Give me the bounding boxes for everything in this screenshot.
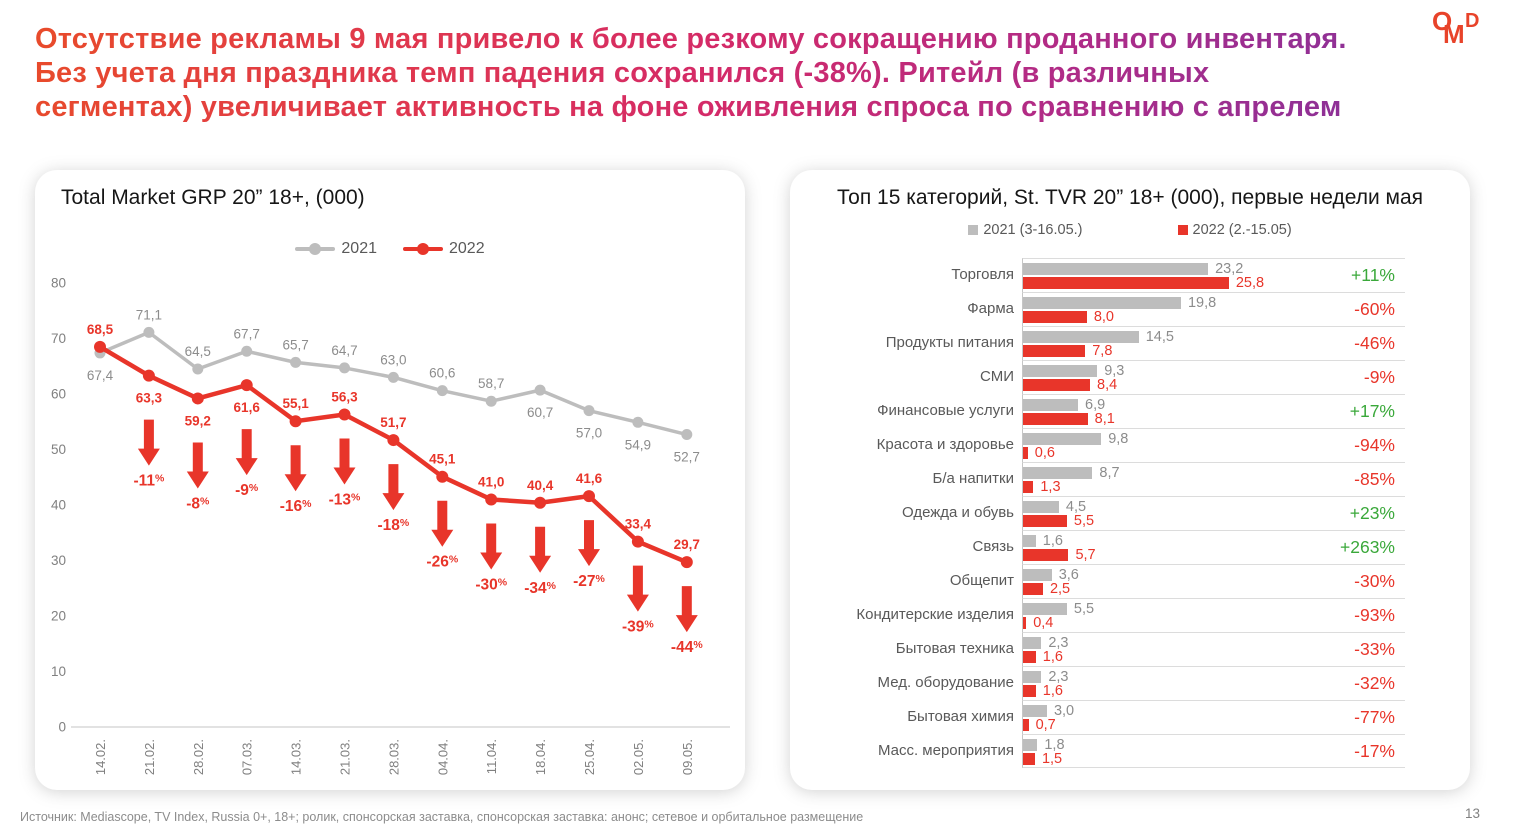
down-arrow-icon — [529, 527, 551, 573]
data-point — [290, 357, 301, 368]
y-tick-label: 70 — [50, 331, 66, 346]
data-label: 60,7 — [526, 405, 554, 421]
data-label: 63,0 — [380, 352, 407, 368]
bar-value-2021: 14,5 — [1145, 329, 1174, 345]
category-row — [790, 496, 1405, 530]
y-tick-label: 40 — [50, 497, 66, 513]
bar-value-2022: 1,6 — [1042, 649, 1063, 665]
down-arrow-icon — [480, 523, 502, 569]
bar-value-2021: 5,5 — [1073, 601, 1095, 617]
data-label: 63,3 — [135, 390, 163, 406]
data-label: 33,4 — [624, 516, 652, 532]
pct-change-label: -11% — [133, 472, 165, 490]
data-point — [192, 392, 204, 404]
category-row — [790, 564, 1405, 598]
down-arrow-icon — [187, 442, 209, 488]
line-chart-plot — [35, 265, 745, 790]
bar-2022 — [1023, 753, 1035, 765]
change-label: -60% — [1354, 299, 1395, 319]
bar-value-2021: 2,3 — [1048, 669, 1069, 685]
data-point — [436, 471, 448, 483]
change-label: -46% — [1354, 333, 1395, 353]
data-label: 29,7 — [673, 537, 700, 553]
bar-value-2021: 4,5 — [1065, 499, 1087, 515]
pct-change-label: -26% — [426, 553, 459, 571]
slide-title-line-3: сегментах) увеличивает активность на фоне оживления спроса по сравнению с апрелем — [35, 91, 1342, 123]
bar-value-2021: 6,9 — [1085, 397, 1106, 413]
data-label: 56,3 — [331, 389, 358, 405]
data-point — [143, 327, 154, 338]
line-chart-card — [35, 170, 745, 790]
data-label: 51,7 — [380, 415, 407, 431]
legend-item-2021 — [295, 240, 377, 258]
data-label: 55,1 — [282, 396, 309, 412]
bar-group — [1022, 258, 1405, 292]
data-label: 68,5 — [86, 321, 114, 337]
x-tick-label: 28.02. — [190, 739, 206, 776]
bar-2021 — [1023, 535, 1036, 547]
category-row — [790, 632, 1405, 666]
bar-2022 — [1023, 651, 1036, 663]
x-tick-label: 25.04. — [582, 739, 597, 776]
data-label: 40,4 — [526, 477, 554, 493]
change-label: +263% — [1340, 537, 1395, 557]
change-label: +11% — [1351, 265, 1395, 285]
data-label: 64,5 — [184, 344, 211, 360]
category-label: Финансовые услуги — [877, 402, 1014, 419]
bar-2022 — [1023, 311, 1087, 323]
pct-change-label: -9% — [235, 482, 259, 500]
data-label: 67,4 — [86, 367, 114, 383]
data-point — [241, 346, 252, 357]
data-point — [534, 497, 546, 509]
bar-value-2021: 9,3 — [1104, 363, 1125, 379]
logo-letter-o: O — [1432, 6, 1453, 36]
category-row — [790, 598, 1405, 632]
bar-value-2021: 23,2 — [1215, 261, 1244, 277]
bar-value-2022: 5,5 — [1073, 513, 1095, 529]
change-label: -93% — [1354, 605, 1395, 625]
data-point — [632, 536, 644, 548]
bar-2022 — [1023, 277, 1229, 289]
bar-value-2022: 2,5 — [1049, 581, 1071, 597]
x-tick-label: 21.02. — [141, 739, 157, 776]
pct-change-label: -27% — [573, 573, 605, 591]
data-label: 45,1 — [429, 451, 456, 467]
x-tick-label: 14.03. — [288, 739, 304, 776]
bar-2022 — [1023, 719, 1029, 731]
down-arrow-icon — [431, 501, 453, 547]
y-tick-label: 20 — [50, 608, 66, 624]
category-label: Продукты питания — [885, 334, 1014, 351]
data-label: 41,0 — [478, 474, 505, 490]
category-row — [790, 462, 1405, 496]
bar-2022 — [1023, 515, 1067, 527]
data-point — [143, 370, 155, 382]
pct-change-label: -8% — [186, 495, 210, 513]
bar-2022 — [1023, 345, 1085, 357]
data-label: 60,6 — [429, 365, 456, 381]
category-row — [790, 360, 1405, 394]
bar-2021 — [1023, 399, 1078, 411]
data-point — [94, 341, 106, 353]
pct-change-label: -44% — [670, 639, 703, 657]
change-label: -32% — [1354, 673, 1395, 693]
bar-value-2021: 8,7 — [1099, 465, 1120, 481]
data-point — [241, 379, 253, 391]
change-label: +23% — [1349, 503, 1395, 523]
bar-legend-label-2022: 2022 (2.-15.05) — [1192, 222, 1292, 238]
bar-2022 — [1023, 447, 1028, 459]
bar-value-2022: 0,6 — [1034, 445, 1055, 461]
bar-group — [1022, 598, 1405, 632]
category-label: СМИ — [980, 368, 1014, 385]
bar-value-2022: 7,8 — [1092, 343, 1113, 359]
y-tick-label: 80 — [50, 275, 66, 291]
x-tick-label: 28.03. — [386, 739, 402, 776]
data-label: 52,7 — [673, 449, 700, 465]
x-tick-label: 11.04. — [484, 739, 500, 775]
category-label: Общепит — [949, 572, 1014, 589]
pct-change-label: -34% — [524, 579, 556, 597]
bar-2021 — [1023, 365, 1097, 377]
change-label: -33% — [1354, 639, 1395, 659]
data-point — [290, 415, 302, 427]
category-row — [790, 428, 1405, 462]
data-point — [339, 409, 351, 421]
gray-line-marker-icon — [295, 243, 335, 255]
data-point — [632, 417, 643, 428]
bar-value-2021: 1,6 — [1042, 533, 1063, 549]
bar-group — [1022, 496, 1405, 530]
y-tick-label: 10 — [50, 664, 66, 679]
bar-group — [1022, 734, 1405, 768]
bar-2021 — [1023, 739, 1037, 751]
bar-group — [1022, 700, 1405, 734]
category-row — [790, 530, 1405, 564]
bar-2021 — [1023, 501, 1059, 513]
category-row — [790, 394, 1405, 428]
bar-value-2021: 3,6 — [1058, 567, 1079, 583]
bar-group — [1022, 326, 1405, 360]
bar-value-2022: 8,1 — [1094, 411, 1115, 427]
change-label: -17% — [1354, 741, 1395, 761]
data-label: 41,6 — [575, 471, 603, 487]
data-label: 65,7 — [282, 337, 309, 353]
bar-chart-legend — [790, 222, 1470, 238]
data-label: 64,7 — [331, 342, 358, 358]
bar-value-2022: 8,4 — [1097, 377, 1118, 393]
data-point — [339, 362, 350, 373]
category-label: Мед. оборудование — [877, 674, 1014, 691]
y-tick-label: 30 — [50, 553, 66, 568]
bar-2022 — [1023, 685, 1036, 697]
category-label: Торговля — [951, 266, 1014, 283]
slide-title-line-2: Без учета дня праздника темп падения сохранился (-38%). Ритейл (в различных — [35, 57, 1210, 89]
bar-value-2021: 1,8 — [1044, 737, 1065, 753]
bar-group — [1022, 394, 1405, 428]
bar-group — [1022, 462, 1405, 496]
bar-value-2022: 1,5 — [1041, 751, 1063, 767]
category-row — [790, 326, 1405, 360]
category-row — [790, 734, 1405, 768]
pct-change-label: -30% — [475, 576, 508, 594]
omd-logo — [1430, 6, 1492, 58]
data-point — [388, 372, 399, 383]
down-arrow-icon — [676, 586, 698, 632]
data-label: 71,1 — [135, 307, 163, 323]
bar-chart-rows — [790, 258, 1405, 768]
bar-group — [1022, 530, 1405, 564]
change-label: -30% — [1354, 571, 1395, 591]
category-label: Кондитерские изделия — [856, 606, 1014, 623]
x-tick-label: 09.05. — [679, 739, 695, 776]
data-point — [583, 490, 595, 502]
bar-value-2022: 5,7 — [1075, 547, 1096, 563]
slide-title-line-1: Отсутствие рекламы 9 мая привело к более резкому сокращению проданного инвентаря. — [35, 23, 1347, 55]
legend-item-2022 — [403, 240, 485, 258]
category-row — [790, 666, 1405, 700]
category-label: Связь — [972, 538, 1014, 555]
y-tick-label: 50 — [50, 442, 66, 457]
bar-2022 — [1023, 481, 1033, 493]
y-tick-label: 0 — [58, 719, 66, 735]
data-point — [192, 364, 203, 375]
bar-value-2021: 9,8 — [1108, 431, 1129, 447]
data-label: 61,6 — [233, 400, 260, 416]
change-label: -85% — [1354, 469, 1395, 489]
bar-group — [1022, 360, 1405, 394]
x-tick-label: 07.03. — [239, 739, 255, 776]
category-row — [790, 258, 1405, 292]
bar-chart-card — [790, 170, 1470, 790]
down-arrow-icon — [334, 439, 356, 485]
data-point — [437, 385, 448, 396]
red-swatch-icon — [1178, 225, 1188, 235]
bar-2021 — [1023, 705, 1047, 717]
bar-2021 — [1023, 331, 1139, 343]
line-chart-title: Total Market GRP 20” 18+, (000) — [61, 186, 365, 209]
x-tick-label: 14.02. — [93, 739, 108, 776]
bar-2021 — [1023, 467, 1092, 479]
change-label: +17% — [1349, 401, 1395, 421]
pct-change-label: -39% — [622, 618, 654, 636]
legend-label-2022: 2022 — [449, 240, 485, 257]
data-label: 57,0 — [575, 425, 603, 441]
bar-value-2022: 8,0 — [1093, 309, 1114, 325]
slide-title — [35, 22, 1455, 124]
bar-group — [1022, 564, 1405, 598]
down-arrow-icon — [382, 464, 404, 510]
pct-change-label: -18% — [377, 517, 410, 535]
line-chart-legend — [35, 240, 745, 258]
bar-legend-item-2022 — [1178, 222, 1292, 238]
bar-group — [1022, 292, 1405, 326]
category-label: Фарма — [967, 300, 1014, 317]
bar-2022 — [1023, 549, 1068, 561]
down-arrow-icon — [627, 566, 649, 612]
bar-group — [1022, 428, 1405, 462]
bar-2021 — [1023, 297, 1181, 309]
red-line-marker-icon — [403, 243, 443, 255]
source-note: Источник: Mediascope, TV Index, Russia 0+, 18+; ролик, спонсорская заставка, спонсорская заставка: анонс; сетевое и орбитальное размещение — [20, 810, 864, 824]
drop-arrows-and-pct — [133, 420, 703, 656]
category-row — [790, 292, 1405, 326]
category-label: Одежда и обувь — [902, 504, 1014, 521]
x-tick-label: 02.05. — [630, 739, 646, 776]
legend-label-2021: 2021 — [341, 240, 377, 257]
data-point — [387, 434, 399, 446]
bar-2021 — [1023, 603, 1067, 615]
down-arrow-icon — [138, 420, 160, 466]
category-label: Б/а напитки — [932, 470, 1014, 487]
pct-change-label: -16% — [279, 498, 312, 516]
data-point — [486, 396, 497, 407]
bar-2021 — [1023, 433, 1101, 445]
bar-value-2022: 0,4 — [1033, 615, 1054, 631]
data-label: 67,7 — [233, 326, 260, 342]
down-arrow-icon — [285, 445, 307, 491]
y-tick-label: 60 — [50, 386, 66, 402]
x-tick-label: 04.04. — [435, 739, 451, 776]
bar-group — [1022, 632, 1405, 666]
bar-2022 — [1023, 617, 1026, 629]
bar-value-2022: 1,3 — [1040, 479, 1061, 495]
bar-group — [1022, 666, 1405, 700]
bar-value-2021: 2,3 — [1048, 635, 1069, 651]
change-label: -77% — [1354, 707, 1395, 727]
down-arrow-icon — [236, 429, 258, 475]
data-point — [681, 429, 692, 440]
bar-value-2022: 0,7 — [1035, 717, 1056, 733]
bar-chart-title: Топ 15 категорий, St. TVR 20” 18+ (000), первые недели мая — [836, 186, 1424, 209]
data-point — [681, 556, 693, 568]
data-point — [535, 385, 546, 396]
bar-value-2022: 1,6 — [1042, 683, 1063, 699]
category-label: Бытовая техника — [895, 640, 1014, 657]
bar-value-2022: 25,8 — [1235, 275, 1265, 291]
bar-2021 — [1023, 569, 1052, 581]
bar-2022 — [1023, 379, 1090, 391]
bar-2022 — [1023, 413, 1088, 425]
page-number: 13 — [1464, 806, 1480, 821]
bar-value-2021: 19,8 — [1187, 295, 1217, 311]
x-tick-label: 18.04. — [533, 739, 549, 776]
data-label: 54,9 — [624, 437, 652, 453]
data-point — [485, 493, 497, 505]
bar-legend-label-2021: 2021 (3-16.05.) — [983, 222, 1083, 238]
bar-2021 — [1023, 263, 1208, 275]
data-label: 58,7 — [478, 376, 505, 392]
x-tick-label: 21.03. — [337, 739, 353, 776]
gray-swatch-icon — [968, 225, 978, 235]
pct-change-label: -13% — [328, 491, 361, 509]
bar-2021 — [1023, 671, 1041, 683]
change-label: -9% — [1363, 367, 1395, 387]
bar-2022 — [1023, 583, 1043, 595]
logo-letter-d: D — [1465, 10, 1480, 32]
category-label: Масс. мероприятия — [877, 742, 1014, 759]
data-point — [584, 405, 595, 416]
bar-2021 — [1023, 637, 1041, 649]
down-arrow-icon — [578, 520, 600, 566]
category-label: Красота и здоровье — [876, 436, 1014, 453]
category-row — [790, 700, 1405, 734]
change-label: -94% — [1354, 435, 1395, 455]
bar-value-2021: 3,0 — [1053, 703, 1075, 719]
data-label: 59,2 — [184, 413, 211, 429]
bar-legend-item-2021 — [968, 222, 1082, 238]
logo-letter-m: M — [1443, 19, 1465, 49]
category-label: Бытовая химия — [907, 708, 1014, 725]
